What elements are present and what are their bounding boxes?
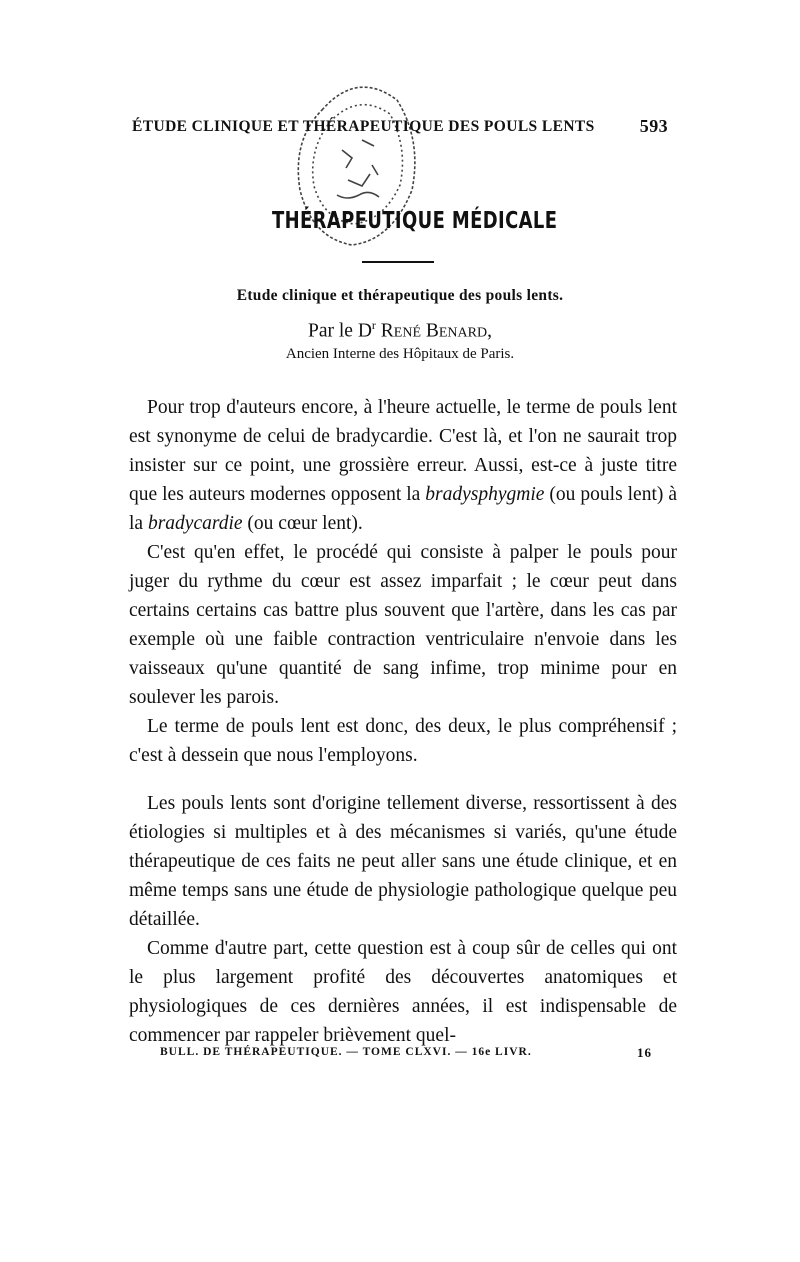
footer-sheet-number: 16 <box>637 1045 652 1060</box>
paragraph-2: C'est qu'en effet, le procédé qui consiste à palper le pouls pour juger du rythme du cœur est assez imparfait ; le cœur peut dans certains certains cas battre plus souvent que l'artère, dans les cas par exemple où une faible contraction ventriculaire n'envoie dans les vaisseaux qu'une quantité de sang infime, trop minime pour en soulever les parois. <box>129 542 677 708</box>
text-block-2 <box>129 789 677 1050</box>
p1-text-c: (ou cœur lent). <box>242 513 363 534</box>
paragraph-5: Comme d'autre part, cette question est à coup sûr de celles qui ont le plus largement profité des découvertes anatomiques et physiologiques de ces dernières années, il est indispensable de commencer par rappeler brièvement quel- <box>129 938 677 1046</box>
author-prefix: Par le D <box>308 320 372 342</box>
p1-text-b: (ou pouls lent) à la <box>129 484 678 534</box>
footer-signature: BULL. DE THÉRAPEUTIQUE. — TOME CLXVI. — 16e LIVR. <box>160 1046 532 1058</box>
paragraph-1 <box>129 393 677 538</box>
page-number: 593 <box>639 116 668 136</box>
p1-text-a: Pour trop d'auteurs encore, à l'heure actuelle, le terme de pouls lent est synonyme de celui de bradycardie. C'est là, et l'on ne saurait trop insister sur ce point, une grossière erreur. Aussi, est-ce à juste titre que les auteurs modernes opposent la <box>129 397 677 505</box>
author-sup: r <box>371 318 376 332</box>
p1-italic-1: bradysphygmie <box>425 484 545 505</box>
title-rule <box>362 261 434 263</box>
article-title: Etude clinique et thérapeutique des pouls lents. <box>236 287 564 304</box>
author-affiliation: Ancien Interne des Hôpitaux de Paris. <box>285 346 515 362</box>
p1-italic-2: bradycardie <box>147 513 243 534</box>
section-title: THÉRAPEUTIQUE MÉDICALE <box>272 208 558 234</box>
running-head-title: ÉTUDE CLINIQUE ET THÉRAPEUTIQUE DES POULS LENTS <box>132 118 595 135</box>
text-block-1 <box>129 393 677 770</box>
author-line <box>0 318 800 343</box>
paragraph-3: Le terme de pouls lent est donc, des deux, le plus compréhensif ; c'est à dessein que nous l'employons. <box>129 716 677 766</box>
author-name: René Benard, <box>380 320 492 342</box>
paragraph-4: Les pouls lents sont d'origine tellement diverse, ressortissent à des étiologies si multiples et à des mécanismes si variés, qu'une étude thérapeutique de ces faits ne peut aller sans une étude clinique, et en même temps sans une étude de physiologie pathologique quelque peu détaillée. <box>129 793 677 930</box>
